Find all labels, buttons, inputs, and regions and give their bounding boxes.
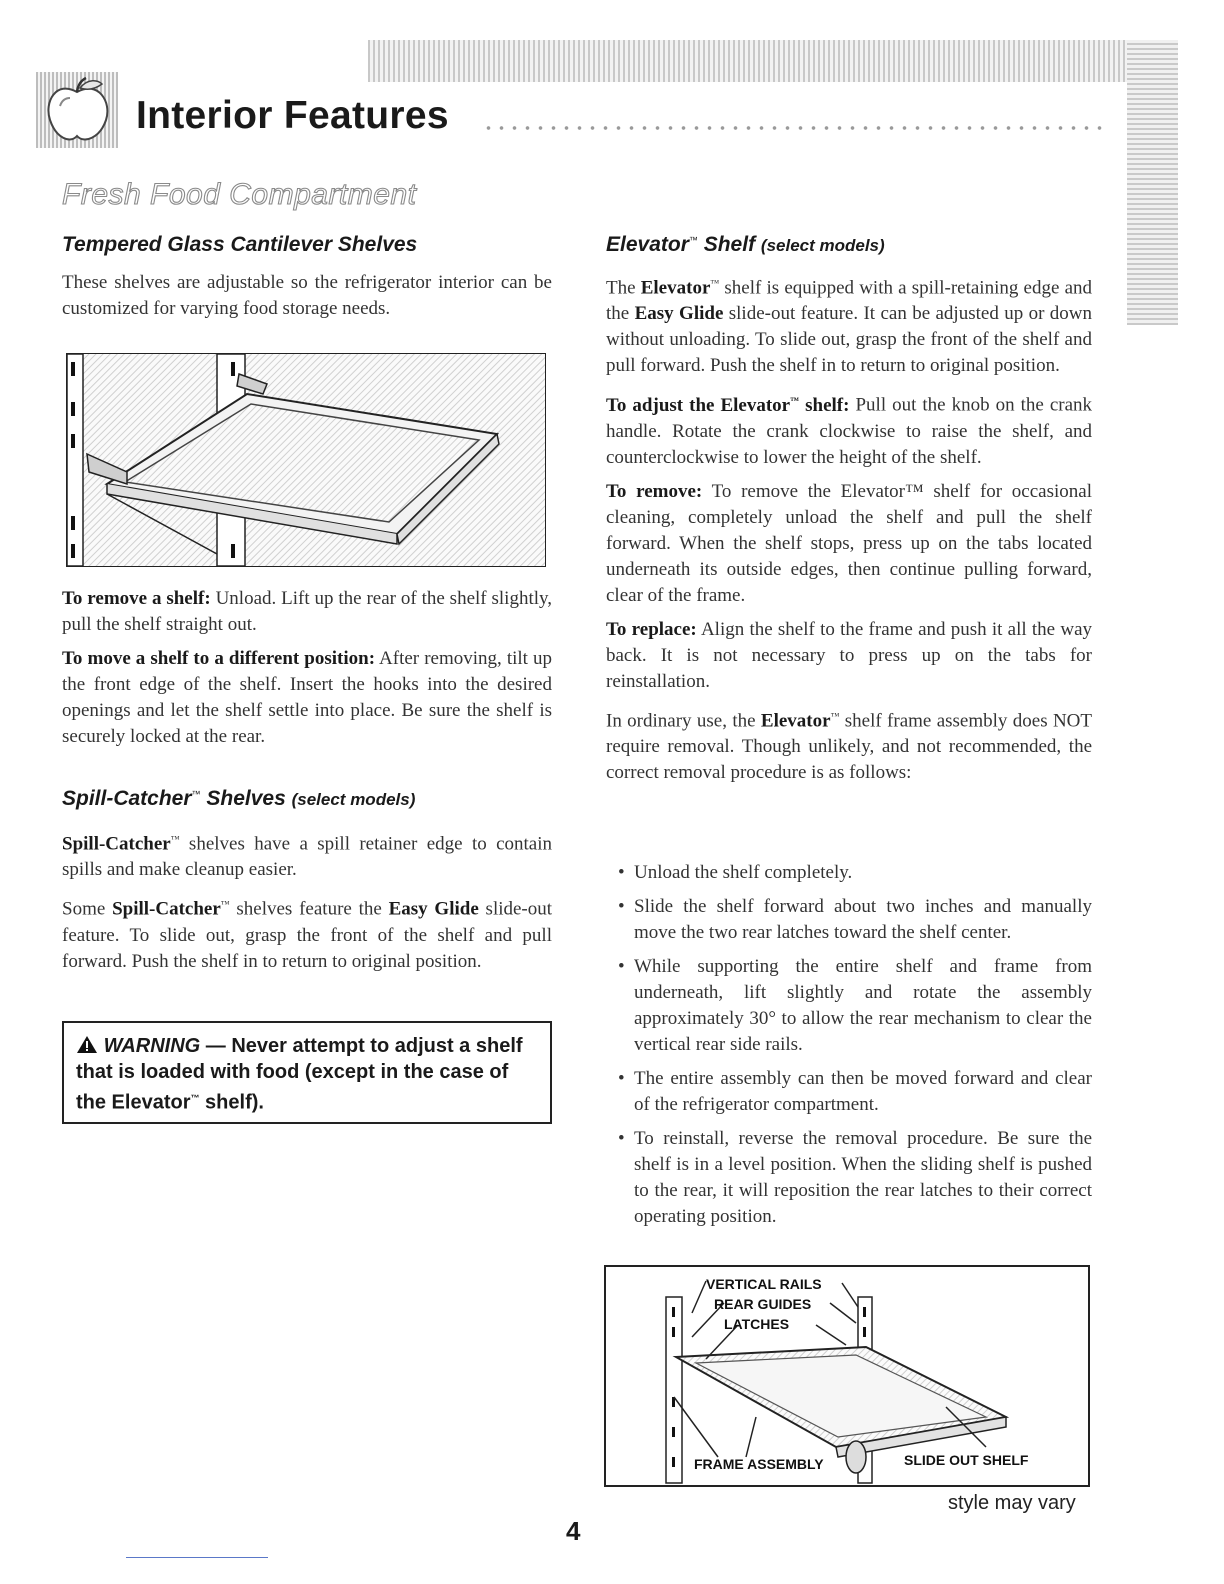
page-number: 4 bbox=[566, 1516, 581, 1546]
elevator-heading-rest: Shelf bbox=[703, 233, 756, 256]
spill-paragraph-1 bbox=[62, 826, 552, 883]
ordinary-start: In ordinary use, the bbox=[606, 709, 756, 731]
page-title: Interior Features bbox=[136, 94, 449, 137]
spill-heading-rest: Shelves bbox=[206, 787, 286, 810]
removal-steps-list bbox=[616, 860, 1092, 1238]
adjust-label-start: To adjust the Elevator bbox=[606, 394, 791, 416]
ordinary-tm: ™ bbox=[830, 710, 840, 721]
spill-p1-bold: Spill-Catcher bbox=[62, 833, 171, 855]
list-item bbox=[616, 1066, 1092, 1118]
list-item bbox=[616, 860, 1092, 886]
bullet-dot: • bbox=[618, 1068, 625, 1089]
footer-rule bbox=[126, 1557, 268, 1558]
warning-text-2: shelf). bbox=[205, 1091, 264, 1114]
bullet-dot: • bbox=[618, 862, 625, 883]
tempered-instructions bbox=[62, 586, 552, 750]
spill-p2-mid: shelves feature the bbox=[236, 898, 382, 920]
list-item-text: Slide the shelf forward about two inches and manually move the two rear latches toward the shelf center. bbox=[634, 896, 1092, 943]
move-shelf-paragraph bbox=[62, 646, 552, 750]
elevator-p1-start: The bbox=[606, 277, 636, 299]
section-title: Fresh Food Compartment bbox=[62, 178, 417, 211]
frame-assembly-label: FRAME ASSEMBLY bbox=[694, 1456, 824, 1472]
list-item bbox=[616, 1126, 1092, 1230]
remove-shelf-label: To remove a shelf: bbox=[62, 588, 211, 609]
vertical-rails-label: VERTICAL RAILS bbox=[706, 1276, 822, 1292]
adjust-text: Pull out the knob on the crank handle. Rotate the crank clockwise to raise the shelf, and counterclockwise to lower the height of the shelf. bbox=[606, 394, 1093, 468]
remove-shelf-paragraph bbox=[62, 586, 552, 638]
elevator-p1-mid: shelf is equipped with a spill-retaining edge and the bbox=[606, 277, 1093, 325]
elevator-p1-end: slide-out feature. It can be adjusted up or down without unloading. To slide out, grasp the front of the shelf and pull forward. Push the shelf in to return to original position. bbox=[606, 303, 1092, 377]
bullet-dot: • bbox=[618, 956, 625, 977]
remove-text: To remove the Elevator™ shelf for occasional cleaning, completely unload the shelf and pull the shelf forward. When the shelf stops, press up on the tabs located underneath its outside edges, then continue pulling forward, clear of the frame. bbox=[606, 480, 1092, 606]
elevator-p1-tm: ™ bbox=[710, 278, 720, 288]
bullet-dot: • bbox=[618, 896, 625, 917]
remove-label: To remove: bbox=[606, 480, 703, 502]
list-item-text: Unload the shelf completely. bbox=[634, 862, 853, 883]
side-band bbox=[1127, 40, 1178, 325]
elevator-intro-paragraph bbox=[606, 270, 1092, 379]
elevator-p1-glide: Easy Glide bbox=[634, 303, 724, 325]
move-shelf-text: After removing, tilt up the front edge of the shelf. Insert the hooks into the desired openings and let the shelf settle into place. Be sure the shelf is securely locked at the rear. bbox=[62, 648, 552, 747]
latches-label: LATCHES bbox=[724, 1316, 790, 1332]
spill-p1-tm: ™ bbox=[170, 834, 180, 844]
cantilever-shelf-illustration bbox=[66, 353, 546, 567]
spill-p1-text: shelves have a spill retainer edge to contain spills and make cleanup easier. bbox=[62, 833, 553, 881]
figure-caption: style may vary bbox=[948, 1492, 1076, 1514]
slide-out-shelf-label: SLIDE OUT SHELF bbox=[904, 1452, 1029, 1468]
bullet-dot: • bbox=[618, 1128, 625, 1149]
header-band bbox=[368, 40, 1178, 82]
rear-guides-label: REAR GUIDES bbox=[714, 1296, 812, 1312]
list-item-text: While supporting the entire shelf and frame from underneath, lift slightly and rotate the assembly approximately 30° to allow the rear mechanism to clear the vertical rear side rails. bbox=[634, 956, 1092, 1055]
ordinary-bold: Elevator bbox=[760, 709, 831, 731]
spill-catcher-text bbox=[62, 826, 552, 975]
list-item-text: The entire assembly can then be moved forward and clear of the refrigerator compartment. bbox=[634, 1068, 1092, 1115]
apple-icon bbox=[36, 72, 118, 148]
elevator-text-block bbox=[606, 270, 1092, 786]
list-item-text: To reinstall, reverse the removal procedure. Be sure the shelf is in a level position. When the sliding shelf is pushed to the rear, it will reposition the rear latches to their correct operating position. bbox=[634, 1128, 1092, 1227]
remove-shelf-text: Unload. Lift up the rear of the shelf slightly, pull the shelf straight out. bbox=[62, 588, 553, 635]
spill-heading-select: (select models) bbox=[291, 790, 416, 809]
spill-p2-glide: Easy Glide bbox=[388, 898, 479, 920]
spill-paragraph-2 bbox=[62, 891, 552, 974]
frame-assembly-figure bbox=[604, 1265, 1090, 1487]
remove-elevator-paragraph bbox=[606, 479, 1092, 609]
adjust-label bbox=[606, 395, 849, 416]
elevator-heading-tm: ™ bbox=[688, 235, 698, 245]
tempered-intro-block bbox=[62, 270, 552, 322]
list-item bbox=[616, 954, 1092, 1058]
warning-box bbox=[62, 1021, 552, 1124]
adjust-label-end: shelf: bbox=[805, 394, 850, 416]
replace-elevator-paragraph bbox=[606, 617, 1092, 695]
warning-tm: ™ bbox=[190, 1093, 200, 1103]
replace-text: Align the shelf to the frame and push it all the way back. It is not necessary to press up on the tabs for reinstallation. bbox=[606, 618, 1092, 692]
elevator-heading-main: Elevator bbox=[606, 233, 689, 256]
replace-label: To replace: bbox=[606, 618, 697, 640]
spill-heading-tm: ™ bbox=[191, 789, 201, 799]
spill-p2-bold: Spill-Catcher bbox=[112, 898, 221, 920]
warning-word: WARNING bbox=[103, 1035, 201, 1057]
elevator-p1-bold: Elevator bbox=[640, 277, 711, 299]
spill-catcher-heading bbox=[62, 788, 415, 809]
elevator-shelf-heading bbox=[606, 234, 885, 255]
warning-text-1: — Never attempt to adjust a shelf that is loaded with food (except in the case of the Elevator bbox=[76, 1035, 523, 1114]
spill-p2-end: slide-out feature. To slide out, grasp the front of the shelf and pull forward. Push the shelf in to return to original position. bbox=[62, 898, 553, 972]
spill-p2-tm: ™ bbox=[220, 899, 230, 910]
list-item bbox=[616, 894, 1092, 946]
adjust-elevator-paragraph bbox=[606, 387, 1092, 470]
spill-p2-start: Some bbox=[62, 898, 106, 920]
tempered-shelves-heading: Tempered Glass Cantilever Shelves bbox=[62, 233, 418, 256]
elevator-heading-select: (select models) bbox=[760, 236, 885, 255]
ordinary-end: shelf frame assembly does NOT require removal. Though unlikely, and not recommended, the correct removal procedure is as follows: bbox=[606, 709, 1093, 783]
adjust-label-tm: ™ bbox=[790, 395, 800, 406]
warning-icon bbox=[76, 1035, 98, 1054]
title-dot-leader bbox=[482, 125, 1110, 131]
tempered-intro: These shelves are adjustable so the refrigerator interior can be customized for varying food storage needs. bbox=[62, 272, 552, 319]
ordinary-use-paragraph bbox=[606, 703, 1092, 786]
spill-heading-main: Spill-Catcher bbox=[62, 787, 192, 810]
move-shelf-label: To move a shelf to a different position: bbox=[62, 648, 376, 669]
